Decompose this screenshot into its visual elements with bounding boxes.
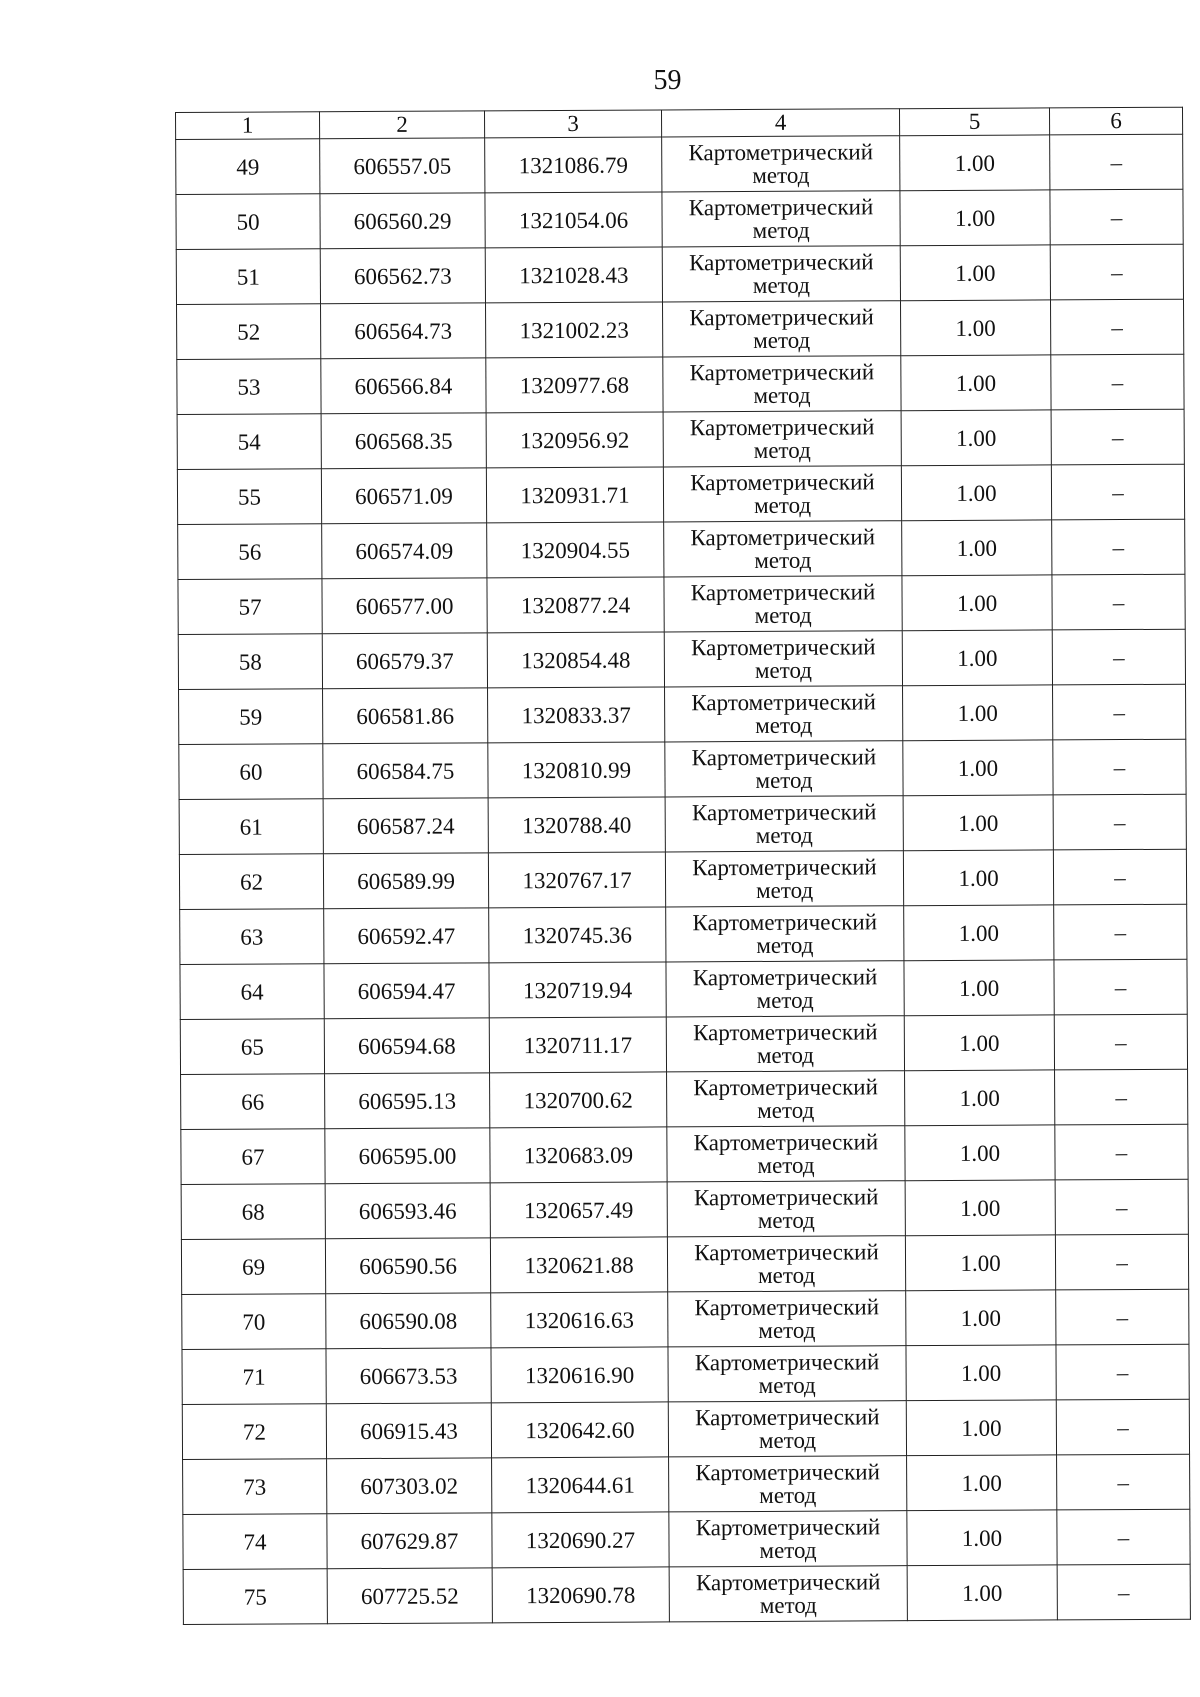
column-header: 3 xyxy=(484,110,661,138)
page-number: 59 xyxy=(653,65,682,96)
note-cell: – xyxy=(1055,1069,1188,1125)
note-cell: – xyxy=(1052,574,1185,630)
coordinates-table xyxy=(175,107,1191,1625)
y-coordinate-cell: 1321028.43 xyxy=(485,247,662,303)
note-cell: – xyxy=(1057,1454,1190,1510)
table-row xyxy=(183,1454,1190,1514)
note-cell: – xyxy=(1054,904,1187,960)
point-number-cell: 52 xyxy=(177,304,321,360)
x-coordinate-cell: 606595.00 xyxy=(325,1128,490,1184)
method-cell: Картометрический метод xyxy=(665,686,903,742)
accuracy-cell: 1.00 xyxy=(901,410,1051,466)
note-cell: – xyxy=(1056,1344,1189,1400)
accuracy-cell: 1.00 xyxy=(907,1455,1057,1511)
method-cell: Картометрический метод xyxy=(663,466,901,522)
point-number-cell: 57 xyxy=(178,579,322,635)
point-number-cell: 73 xyxy=(183,1459,327,1515)
y-coordinate-cell: 1320719.94 xyxy=(489,962,666,1018)
y-coordinate-cell: 1321002.23 xyxy=(486,302,663,358)
y-coordinate-cell: 1320657.49 xyxy=(490,1182,667,1238)
table-row xyxy=(177,354,1184,414)
accuracy-cell: 1.00 xyxy=(905,1235,1055,1291)
table-row xyxy=(179,739,1186,799)
table-row xyxy=(182,1289,1189,1349)
x-coordinate-cell: 606587.24 xyxy=(323,798,488,854)
note-cell: – xyxy=(1054,959,1187,1015)
accuracy-cell: 1.00 xyxy=(906,1400,1056,1456)
point-number-cell: 53 xyxy=(177,359,321,415)
table-row xyxy=(177,464,1184,524)
note-cell: – xyxy=(1050,134,1183,190)
note-cell: – xyxy=(1053,684,1186,740)
note-cell: – xyxy=(1050,299,1183,355)
accuracy-cell: 1.00 xyxy=(905,1070,1055,1126)
point-number-cell: 74 xyxy=(183,1514,327,1570)
table-row xyxy=(177,299,1184,359)
table-row xyxy=(176,189,1183,249)
point-number-cell: 61 xyxy=(179,799,323,855)
x-coordinate-cell: 606564.73 xyxy=(321,303,486,359)
point-number-cell: 67 xyxy=(181,1129,325,1185)
method-cell: Картометрический метод xyxy=(665,796,903,852)
note-cell: – xyxy=(1055,1179,1188,1235)
x-coordinate-cell: 606590.08 xyxy=(326,1293,491,1349)
point-number-cell: 49 xyxy=(176,139,320,195)
y-coordinate-cell: 1320877.24 xyxy=(487,577,664,633)
y-coordinate-cell: 1320904.55 xyxy=(487,522,664,578)
table-row xyxy=(180,959,1187,1019)
x-coordinate-cell: 606594.68 xyxy=(324,1018,489,1074)
table-row xyxy=(181,1124,1188,1184)
y-coordinate-cell: 1320616.90 xyxy=(491,1347,668,1403)
table-row xyxy=(183,1509,1190,1569)
x-coordinate-cell: 606581.86 xyxy=(323,688,488,744)
x-coordinate-cell: 607303.02 xyxy=(327,1458,492,1514)
method-cell: Картометрический метод xyxy=(663,411,901,467)
accuracy-cell: 1.00 xyxy=(905,1180,1055,1236)
y-coordinate-cell: 1320956.92 xyxy=(486,412,663,468)
x-coordinate-cell: 606590.56 xyxy=(325,1238,490,1294)
x-coordinate-cell: 606571.09 xyxy=(321,468,486,524)
x-coordinate-cell: 606593.46 xyxy=(325,1183,490,1239)
accuracy-cell: 1.00 xyxy=(902,630,1052,686)
table-row xyxy=(176,134,1183,194)
column-header: 6 xyxy=(1049,107,1182,135)
method-cell: Картометрический метод xyxy=(669,1566,907,1622)
method-cell: Картометрический метод xyxy=(668,1401,906,1457)
method-cell: Картометрический метод xyxy=(668,1346,906,1402)
x-coordinate-cell: 606594.47 xyxy=(324,963,489,1019)
accuracy-cell: 1.00 xyxy=(907,1565,1057,1621)
table-row xyxy=(178,519,1185,579)
x-coordinate-cell: 606568.35 xyxy=(321,413,486,469)
x-coordinate-cell: 606566.84 xyxy=(321,358,486,414)
accuracy-cell: 1.00 xyxy=(902,575,1052,631)
method-cell: Картометрический метод xyxy=(663,356,901,412)
point-number-cell: 55 xyxy=(177,469,321,525)
y-coordinate-cell: 1320700.62 xyxy=(490,1072,667,1128)
method-cell: Картометрический метод xyxy=(664,576,902,632)
accuracy-cell: 1.00 xyxy=(904,1015,1054,1071)
x-coordinate-cell: 606589.99 xyxy=(323,853,488,909)
method-cell: Картометрический метод xyxy=(665,741,903,797)
point-number-cell: 68 xyxy=(181,1184,325,1240)
point-number-cell: 69 xyxy=(181,1239,325,1295)
method-cell: Картометрический метод xyxy=(662,191,900,247)
x-coordinate-cell: 606562.73 xyxy=(320,248,485,304)
point-number-cell: 60 xyxy=(179,744,323,800)
table-row xyxy=(179,849,1186,909)
point-number-cell: 63 xyxy=(180,909,324,965)
method-cell: Картометрический метод xyxy=(666,1016,904,1072)
note-cell: – xyxy=(1051,409,1184,465)
table-row xyxy=(181,1234,1188,1294)
x-coordinate-cell: 606673.53 xyxy=(326,1348,491,1404)
method-cell: Картометрический метод xyxy=(662,136,900,192)
method-cell: Картометрический метод xyxy=(667,1236,905,1292)
table-row xyxy=(177,409,1184,469)
table-body xyxy=(176,134,1191,1624)
method-cell: Картометрический метод xyxy=(665,851,903,907)
x-coordinate-cell: 606592.47 xyxy=(324,908,489,964)
y-coordinate-cell: 1320642.60 xyxy=(491,1402,668,1458)
note-cell: – xyxy=(1053,849,1186,905)
y-coordinate-cell: 1320690.27 xyxy=(492,1512,669,1568)
x-coordinate-cell: 607725.52 xyxy=(327,1568,492,1624)
point-number-cell: 50 xyxy=(176,194,320,250)
table-row xyxy=(176,244,1183,304)
note-cell: – xyxy=(1053,739,1186,795)
x-coordinate-cell: 606579.37 xyxy=(322,633,487,689)
note-cell: – xyxy=(1052,629,1185,685)
x-coordinate-cell: 606577.00 xyxy=(322,578,487,634)
point-number-cell: 51 xyxy=(176,249,320,305)
y-coordinate-cell: 1320977.68 xyxy=(486,357,663,413)
accuracy-cell: 1.00 xyxy=(900,135,1050,191)
accuracy-cell: 1.00 xyxy=(907,1510,1057,1566)
method-cell: Картометрический метод xyxy=(668,1291,906,1347)
point-number-cell: 71 xyxy=(182,1349,326,1405)
note-cell: – xyxy=(1051,464,1184,520)
method-cell: Картометрический метод xyxy=(667,1181,905,1237)
point-number-cell: 70 xyxy=(182,1294,326,1350)
table-row xyxy=(178,574,1185,634)
table-row xyxy=(180,1014,1187,1074)
point-number-cell: 58 xyxy=(178,634,322,690)
y-coordinate-cell: 1320767.17 xyxy=(488,852,665,908)
point-number-cell: 75 xyxy=(183,1569,327,1625)
point-number-cell: 59 xyxy=(179,689,323,745)
note-cell: – xyxy=(1057,1509,1190,1565)
note-cell: – xyxy=(1050,189,1183,245)
x-coordinate-cell: 607629.87 xyxy=(327,1513,492,1569)
table-row xyxy=(181,1179,1188,1239)
table-row xyxy=(182,1344,1189,1404)
note-cell: – xyxy=(1057,1564,1190,1620)
table-row xyxy=(178,629,1185,689)
y-coordinate-cell: 1320931.71 xyxy=(486,467,663,523)
note-cell: – xyxy=(1051,354,1184,410)
accuracy-cell: 1.00 xyxy=(904,960,1054,1016)
accuracy-cell: 1.00 xyxy=(906,1345,1056,1401)
column-header: 5 xyxy=(899,108,1049,136)
y-coordinate-cell: 1320854.48 xyxy=(487,632,664,688)
y-coordinate-cell: 1320711.17 xyxy=(489,1017,666,1073)
note-cell: – xyxy=(1052,519,1185,575)
y-coordinate-cell: 1320788.40 xyxy=(488,797,665,853)
method-cell: Картометрический метод xyxy=(662,246,900,302)
table-row xyxy=(179,794,1186,854)
y-coordinate-cell: 1321054.06 xyxy=(485,192,662,248)
column-header: 1 xyxy=(176,112,320,140)
accuracy-cell: 1.00 xyxy=(902,520,1052,576)
note-cell: – xyxy=(1054,1014,1187,1070)
note-cell: – xyxy=(1055,1234,1188,1290)
accuracy-cell: 1.00 xyxy=(905,1125,1055,1181)
accuracy-cell: 1.00 xyxy=(901,355,1051,411)
note-cell: – xyxy=(1055,1124,1188,1180)
note-cell: – xyxy=(1053,794,1186,850)
method-cell: Картометрический метод xyxy=(667,1071,905,1127)
note-cell: – xyxy=(1056,1289,1189,1345)
x-coordinate-cell: 606915.43 xyxy=(326,1403,491,1459)
point-number-cell: 56 xyxy=(178,524,322,580)
point-number-cell: 62 xyxy=(179,854,323,910)
note-cell: – xyxy=(1050,244,1183,300)
note-cell: – xyxy=(1056,1399,1189,1455)
accuracy-cell: 1.00 xyxy=(906,1290,1056,1346)
accuracy-cell: 1.00 xyxy=(903,685,1053,741)
x-coordinate-cell: 606560.29 xyxy=(320,193,485,249)
method-cell: Картометрический метод xyxy=(663,301,901,357)
x-coordinate-cell: 606557.05 xyxy=(320,138,485,194)
accuracy-cell: 1.00 xyxy=(900,300,1050,356)
column-header: 2 xyxy=(320,111,485,139)
table-row xyxy=(183,1564,1190,1624)
y-coordinate-cell: 1320683.09 xyxy=(490,1127,667,1183)
y-coordinate-cell: 1320621.88 xyxy=(490,1237,667,1293)
y-coordinate-cell: 1321086.79 xyxy=(485,137,662,193)
y-coordinate-cell: 1320810.99 xyxy=(488,742,665,798)
column-header: 4 xyxy=(661,109,899,137)
method-cell: Картометрический метод xyxy=(666,961,904,1017)
y-coordinate-cell: 1320690.78 xyxy=(492,1567,669,1623)
method-cell: Картометрический метод xyxy=(669,1456,907,1512)
accuracy-cell: 1.00 xyxy=(904,905,1054,961)
table-row xyxy=(182,1399,1189,1459)
point-number-cell: 65 xyxy=(180,1019,324,1075)
method-cell: Картометрический метод xyxy=(666,906,904,962)
y-coordinate-cell: 1320745.36 xyxy=(489,907,666,963)
y-coordinate-cell: 1320833.37 xyxy=(488,687,665,743)
method-cell: Картометрический метод xyxy=(669,1511,907,1567)
y-coordinate-cell: 1320644.61 xyxy=(492,1457,669,1513)
x-coordinate-cell: 606595.13 xyxy=(325,1073,490,1129)
accuracy-cell: 1.00 xyxy=(903,795,1053,851)
method-cell: Картометрический метод xyxy=(664,521,902,577)
point-number-cell: 64 xyxy=(180,964,324,1020)
table-row xyxy=(181,1069,1188,1129)
accuracy-cell: 1.00 xyxy=(900,190,1050,246)
accuracy-cell: 1.00 xyxy=(901,465,1051,521)
accuracy-cell: 1.00 xyxy=(903,850,1053,906)
method-cell: Картометрический метод xyxy=(667,1126,905,1182)
accuracy-cell: 1.00 xyxy=(900,245,1050,301)
method-cell: Картометрический метод xyxy=(664,631,902,687)
table-row xyxy=(179,684,1186,744)
point-number-cell: 54 xyxy=(177,414,321,470)
x-coordinate-cell: 606584.75 xyxy=(323,743,488,799)
y-coordinate-cell: 1320616.63 xyxy=(491,1292,668,1348)
x-coordinate-cell: 606574.09 xyxy=(322,523,487,579)
point-number-cell: 72 xyxy=(182,1404,326,1460)
point-number-cell: 66 xyxy=(181,1074,325,1130)
accuracy-cell: 1.00 xyxy=(903,740,1053,796)
table-row xyxy=(180,904,1187,964)
